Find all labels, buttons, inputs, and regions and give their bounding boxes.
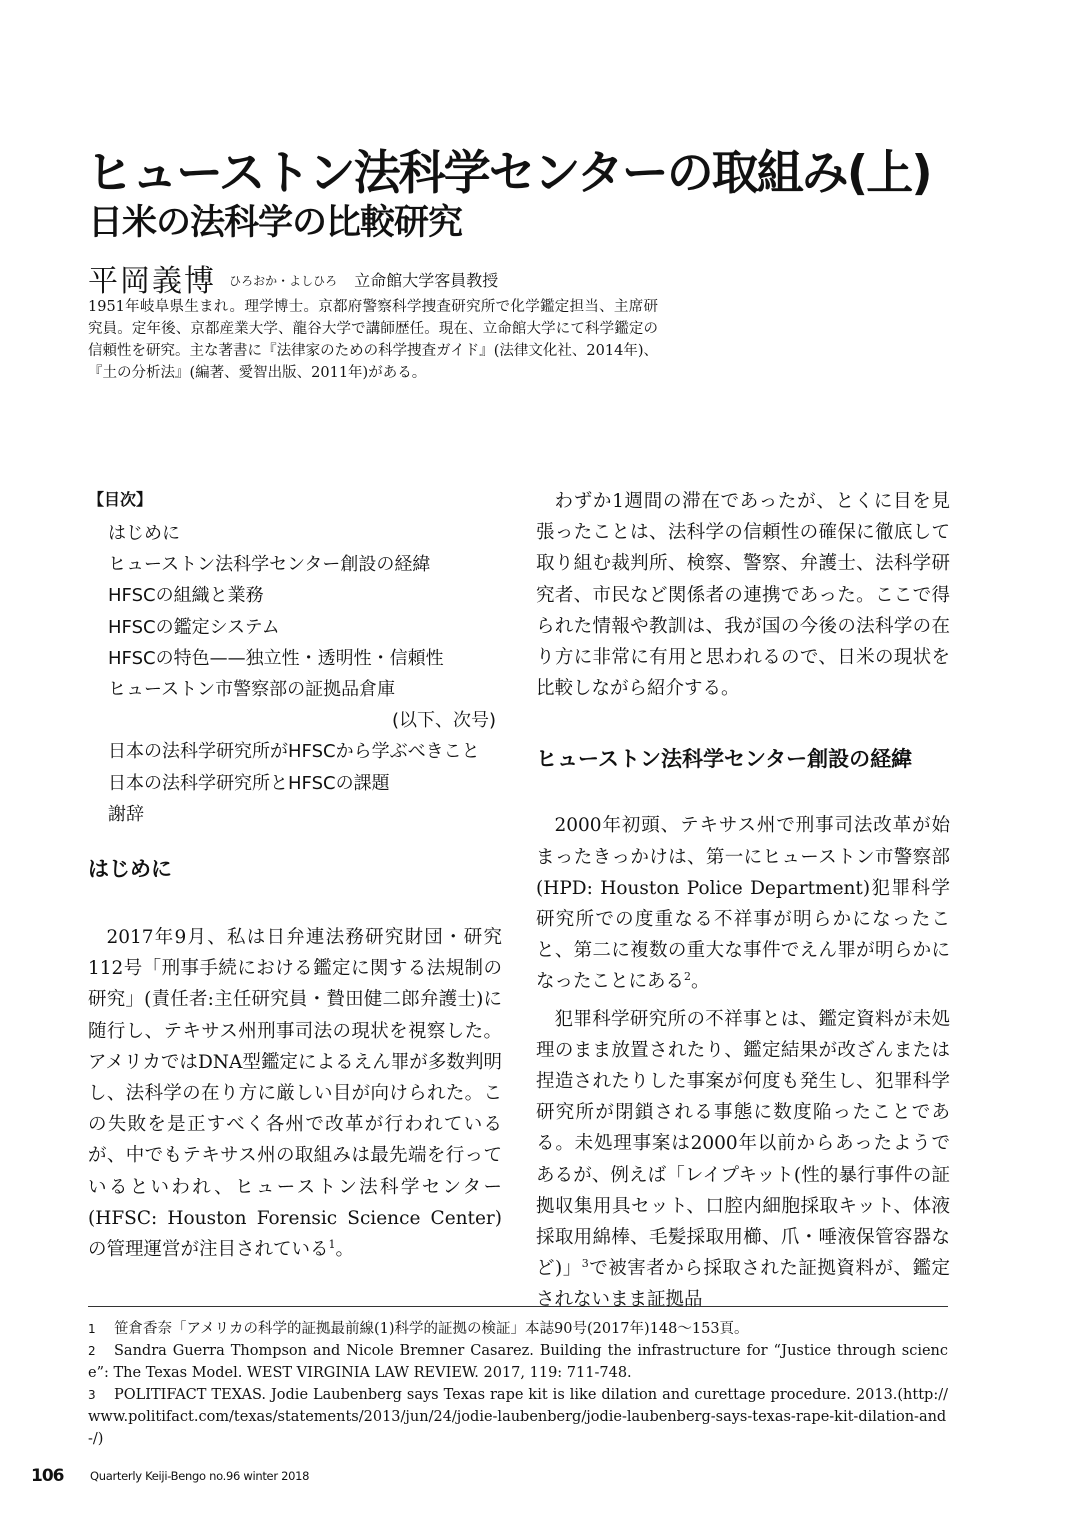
journal-name: Quarterly Keiji-Bengo no.96 winter 2018 bbox=[90, 1469, 310, 1483]
footnote-number: 2 bbox=[88, 1344, 96, 1358]
footnote-text: POLITIFACT TEXAS. Jodie Laubenberg says Texas rape kit is like dilation and curettage procedure. 2013.(http://www.politifact.com/texas/statements/2013/jun/24/jodie-laubenberg/jodie-laubenberg-says-texas-rape-kit-dilation-and-/) bbox=[88, 1387, 948, 1447]
footnote-ref: 3 bbox=[581, 1257, 589, 1271]
footnote-ref: 2 bbox=[684, 970, 692, 984]
toc-item: HFSCの特色——独立性・透明性・信頼性 bbox=[108, 647, 444, 669]
toc-item: ヒューストン法科学センター創設の経緯 bbox=[108, 554, 431, 576]
toc-item: HFSCの鑑定システム bbox=[108, 616, 280, 638]
toc-list bbox=[88, 518, 502, 830]
founding-paragraph-1: 2000年初頭、テキサス州で刑事司法改革が始まったきっかけは、第一にヒューストン市警察部(HPD: Houston Police Department)犯罪科学研究所での度重なる不祥事が明らかになったこと、第二に複数の重大な事件でえん罪が明らかになったことにある$^2$。 bbox=[536, 815, 950, 993]
section-heading-founding: ヒューストン法科学センター創設の経緯 bbox=[536, 747, 913, 772]
toc-continued-note: (以下、次号) bbox=[391, 710, 496, 732]
article-title: ヒューストン法科学センターの取組み(上) bbox=[86, 146, 931, 202]
toc-item: 日本の法科学研究所がHFSCから学ぶべきこと bbox=[108, 741, 480, 763]
page-number: 106 bbox=[31, 1466, 64, 1486]
footnote-text: Sandra Guerra Thompson and Nicole Bremner Casarez. Building the infrastructure for “Justice through science”: The Texas Model. WEST VIRGINIA LAW REVIEW. 2017, 119: 711-748. bbox=[88, 1343, 948, 1381]
author-kana: ひろおか・よしひろ bbox=[229, 274, 338, 288]
toc-item: HFSCの組織と業務 bbox=[108, 585, 264, 607]
author-bio: 1951年岐阜県生まれ。理学博士。京都府警察科学捜査研究所で化学鑑定担当、主席研究員。定年後、京都産業大学、龍谷大学で講師歴任。現在、立命館大学にて科学鑑定の信頼性を研究。主な著書に『法律家のための科学捜査ガイド』(法律文化社、2014年)、『土の分析法』(編著、愛智出版、2011年)がある。 bbox=[88, 299, 658, 381]
section-heading-intro: はじめに bbox=[88, 857, 172, 882]
toc-item: はじめに bbox=[108, 523, 180, 544]
footnote-item bbox=[88, 1384, 948, 1450]
footnotes bbox=[88, 1318, 948, 1450]
author-name: 平岡義博 bbox=[88, 264, 216, 299]
intro-paragraph-1: 2017年9月、私は日弁連法務研究財団・研究112号「刑事手続における鑑定に関する法規制の研究」(責任者:主任研究員・贄田健二郎弁護士)に随行し、テキサス州刑事司法の現状を視察した。アメリカではDNA型鑑定によるえん罪が多数判明し、法科学の在り方に厳しい目が向けられた。この失敗を是正すべく各州で改革が行われているが、中でもテキサス州の取組みは最先端を行っているといわれ、ヒューストン法科学センター(HFSC: Houston Forensic Science Center)の管理運営が注目されている$^1$。 bbox=[88, 927, 502, 1261]
left-column bbox=[88, 486, 502, 1265]
right-column bbox=[536, 486, 950, 1316]
toc-heading: 【目次】 bbox=[88, 490, 153, 509]
footnote-item bbox=[88, 1318, 948, 1340]
footnote-number: 3 bbox=[88, 1388, 96, 1402]
article-subtitle: 日米の法科学の比較研究 bbox=[88, 203, 463, 244]
footnote-divider bbox=[88, 1306, 948, 1307]
author-line bbox=[88, 256, 498, 300]
founding-paragraph-2: 犯罪科学研究所の不祥事とは、鑑定資料が未処理のまま放置されたり、鑑定結果が改ざんまたは捏造されたりした事案が何度も発生し、犯罪科学研究所が閉鎖される事態に数度陥ったことである。未処理事案は2000年以前からあったようであるが、例えば「レイプキット(性的暴行事件の証拠収集用具セット、口腔内細胞採取キット、体液採取用綿棒、毛髪採取用櫛、爪・唾液保管容器など)」$^3$で被害者から採取された証拠資料が、鑑定されないまま証拠品 bbox=[536, 1008, 950, 1311]
author-affiliation: 立命館大学客員教授 bbox=[354, 271, 499, 290]
footnote-item bbox=[88, 1340, 948, 1384]
intro-paragraph-2: わずか1週間の滞在であったが、とくに目を見張ったことは、法科学の信頼性の確保に徹底して取り組む裁判所、検察、警察、弁護士、法科学研究者、市民など関係者の連携であった。ここで得られた情報や教訓は、我が国の今後の法科学の在り方に非常に有用と思われるので、日米の現状を比較しながら紹介する。 bbox=[536, 491, 950, 700]
toc-item: ヒューストン市警察部の証拠品倉庫 bbox=[108, 679, 396, 701]
footnote-text: 笹倉香奈「アメリカの科学的証拠最前線(1)科学的証拠の検証」本誌90号(2017年)148〜153頁。 bbox=[114, 1321, 749, 1337]
footnote-number: 1 bbox=[88, 1322, 96, 1336]
footnote-ref: 1 bbox=[328, 1238, 336, 1252]
toc-item: 日本の法科学研究所とHFSCの課題 bbox=[108, 772, 390, 794]
toc-item: 謝辞 bbox=[108, 803, 144, 825]
